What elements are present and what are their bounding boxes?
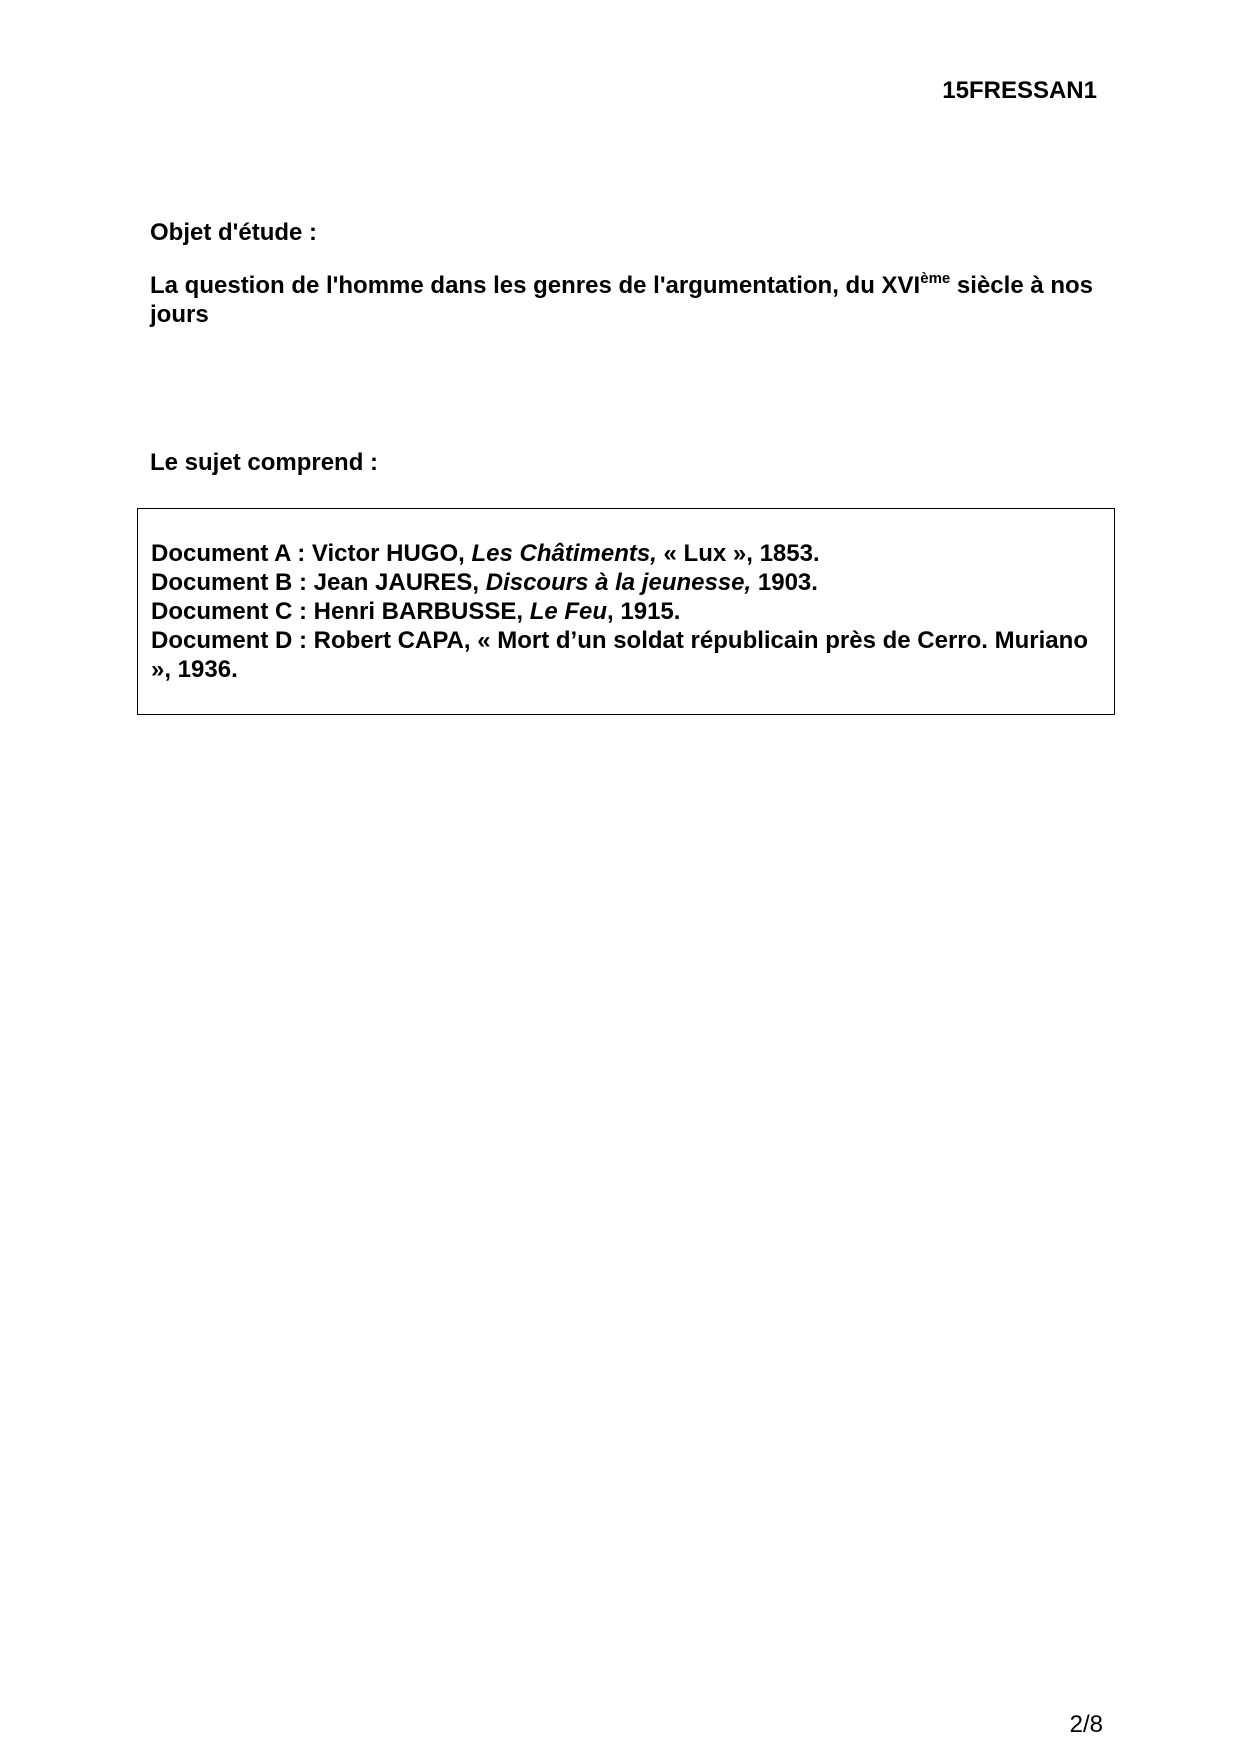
document-c-title: Le Feu <box>529 598 608 625</box>
document-c-author: Document C : Henri BARBUSSE, <box>151 598 530 625</box>
document-b <box>151 568 1101 597</box>
document-b-title: Discours à la jeunesse, <box>485 569 752 596</box>
document-b-details: 1903. <box>751 569 818 596</box>
objet-etude-text <box>150 271 1100 329</box>
objet-superscript: ème <box>920 270 951 287</box>
document-d-author: Document D : Robert CAPA, « Mort d’un soldat républicain près de Cerro. Muriano », 1936. <box>151 627 1088 683</box>
documents-list <box>151 539 1101 684</box>
document-a-author: Document A : Victor HUGO, <box>151 540 472 567</box>
objet-text-start: La question de l'homme dans les genres de l'argumentation, du XVI <box>150 272 921 299</box>
objet-etude-label: Objet d'étude : <box>150 219 318 246</box>
objet-text-end: siècle à nos jours <box>150 272 1094 328</box>
document-b-author: Document B : Jean JAURES, <box>151 569 486 596</box>
sujet-label: Le sujet comprend : <box>150 449 379 476</box>
document-c <box>151 597 1101 626</box>
document-a <box>151 539 1101 568</box>
page-code: 15FRESSAN1 <box>942 77 1097 104</box>
document-a-details: « Lux », 1853. <box>656 540 820 567</box>
document-c-details: , 1915. <box>607 598 681 625</box>
document-d <box>151 626 1101 684</box>
document-a-title: Les Châtiments, <box>471 540 657 567</box>
page-number: 2/8 <box>1069 1711 1103 1738</box>
documents-box <box>137 508 1115 715</box>
